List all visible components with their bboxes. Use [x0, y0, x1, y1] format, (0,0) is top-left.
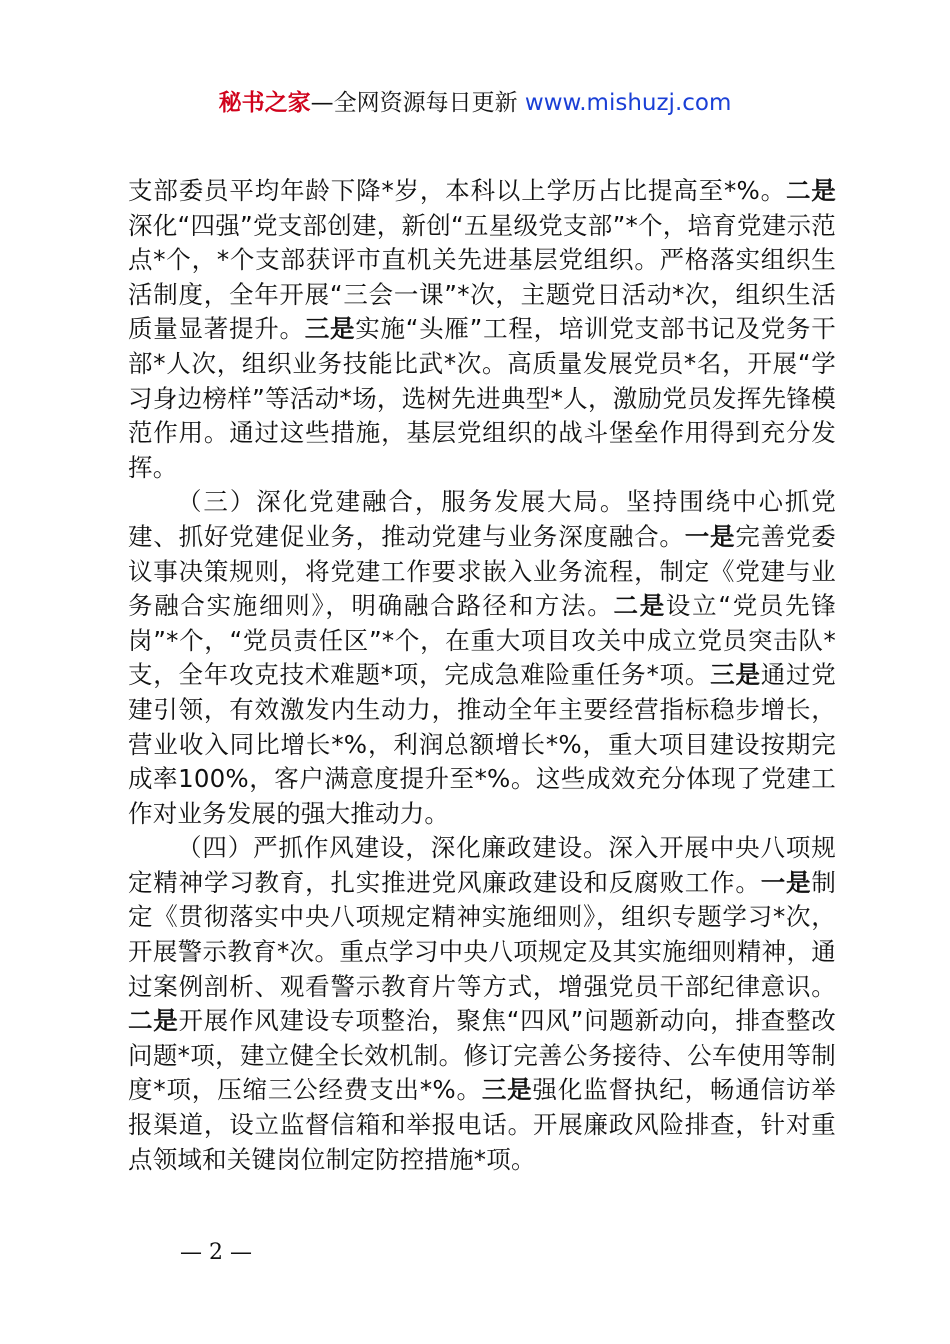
emphasis-marker: 二是: [785, 176, 836, 205]
emphasis-marker: 二是: [128, 1006, 179, 1036]
emphasis-marker: 三是: [710, 660, 761, 690]
text-segment: 支部委员平均年龄下降*岁，本科以上学历占比提高至*%。: [128, 176, 786, 205]
text-segment: （三）深化党建融合，服务发展大局。坚持围绕中心抓党建、抓好党建促业务，推动党建与业务深度融合。: [128, 487, 836, 551]
text-segment: （四）严抓作风建设，深化廉政建设。深入开展中央八项规定精神学习教育，扎实推进党风廉政建设和反腐败工作。: [128, 833, 836, 897]
text-segment: 实施“头雁”工程，培训党支部书记及党务干部*人次，组织业务技能比武*次。高质量发展党员*名，开展“学习身边榜样”等活动*场，选树先进典型*人，激励党员发挥先锋模范作用。通过这些措施，基层党组织的战斗堡垒作用得到充分发挥。: [128, 314, 836, 482]
emphasis-marker: 三是: [304, 314, 356, 344]
paragraph-section-3: [128, 485, 836, 831]
text-segment: 深化“四强”党支部创建，新创“五星级党支部”*个，培育党建示范点*个，*个支部获评市直机关先进基层党组织。严格落实组织生活制度，全年开展“三会一课”*次，主题党日活动*次，组织生活质量显著提升。: [128, 210, 836, 344]
site-header: [0, 86, 950, 120]
page-number: — 2 —: [180, 1240, 252, 1265]
text-segment: 通过党建引领，有效激发内生动力，推动全年主要经营指标稳步增长，营业收入同比增长*%，利润总额增长*%，重大项目建设按期完成率100%，客户满意度提升至*%。这些成效充分体现了党建工作对业务发展的强大推动力。: [128, 660, 836, 828]
paragraph-continuation: [128, 174, 836, 485]
document-body: [128, 174, 836, 1177]
text-segment: 开展作风建设专项整治，聚焦“四风”问题新动向，排查整改问题*项，建立健全长效机制。修订完善公务接待、公车使用等制度*项，压缩三公经费支出*%。: [128, 1006, 836, 1105]
emphasis-marker: 二是: [613, 591, 666, 621]
text-segment: 完善党委议事决策规则，将党建工作要求嵌入业务流程，制定《党建与业务融合实施细则》，明确融合路径和方法。: [128, 521, 836, 621]
emphasis-marker: 一是: [684, 521, 736, 551]
paragraph-section-4: [128, 831, 836, 1177]
header-tagline: 全网资源每日更新: [333, 90, 518, 116]
emphasis-marker: 三是: [481, 1075, 533, 1105]
site-brand: 秘书之家: [218, 90, 311, 116]
text-segment: 制定《贯彻落实中央八项规定精神实施细则》，组织专题学习*次，开展警示教育*次。重点学习中央八项规定及其实施细则精神，通过案例剖析、观看警示教育片等方式，增强党员干部纪律意识。: [128, 867, 837, 1001]
emphasis-marker: 一是: [760, 867, 812, 897]
site-url-link[interactable]: www.mishuzj.com: [524, 90, 732, 116]
text-segment: 强化监督执纪，畅通信访举报渠道，设立监督信箱和举报电话。开展廉政风险排查，针对重点领域和关键岗位制定防控措施*项。: [128, 1075, 837, 1174]
header-separator: —: [310, 90, 334, 116]
text-segment: 设立“党员先锋岗”*个，“党员责任区”*个，在重大项目攻关中成立党员突击队*支，全年攻克技术难题*项，完成急难险重任务*项。: [128, 591, 837, 690]
